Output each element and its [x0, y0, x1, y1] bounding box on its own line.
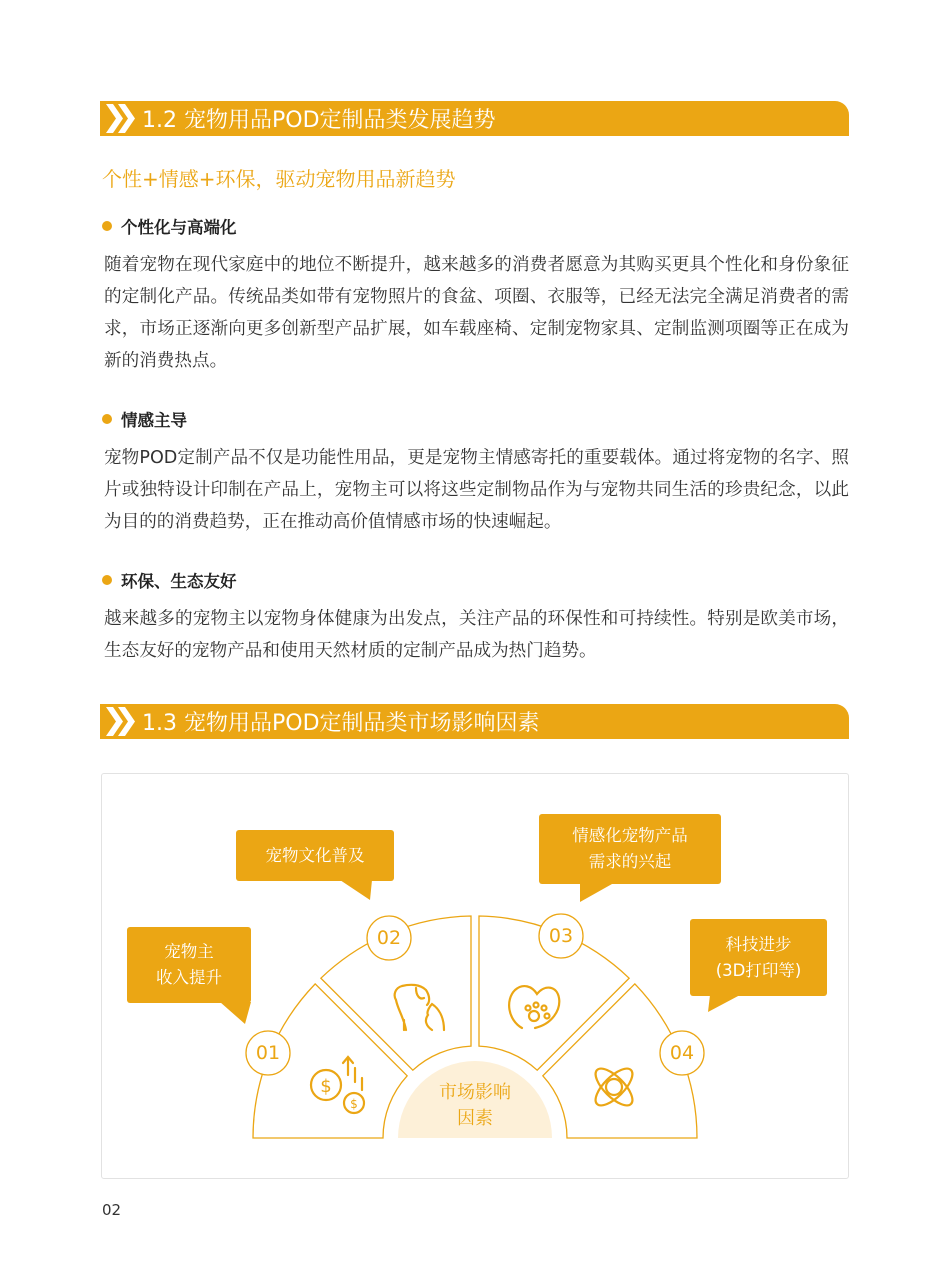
section-title: 1.2 宠物用品POD定制品类发展趋势 [142, 108, 496, 133]
factor-number: 04 [669, 1042, 695, 1064]
section-title: 1.3 宠物用品POD定制品类市场影响因素 [142, 711, 540, 736]
factor-callout-04: 科技进步 (3D打印等) [690, 919, 827, 996]
page-number: 02 [102, 1201, 122, 1219]
factor-callout-02: 宠物文化普及 [236, 830, 394, 881]
svg-text:$: $ [320, 1076, 332, 1097]
section-subtitle: 个性+情感+环保，驱动宠物用品新趋势 [102, 167, 456, 191]
factor-callout-01: 宠物主 收入提升 [127, 927, 251, 1003]
factor-number: 03 [548, 925, 574, 947]
factor-callout-03: 情感化宠物产品 需求的兴起 [539, 814, 721, 884]
bullet-heading: 个性化与高端化 [102, 214, 237, 238]
bullet-heading: 情感主导 [102, 407, 187, 431]
factor-number: 02 [376, 927, 402, 949]
svg-text:$: $ [350, 1097, 358, 1111]
factor-number: 01 [255, 1042, 281, 1064]
paragraph: 宠物POD定制产品不仅是功能性用品，更是宠物主情感寄托的重要载体。通过将宠物的名字、照片或独特设计印制在产品上，宠物主可以将这些定制物品作为与宠物共同生活的珍贵纪念，以此为目的的消费趋势，正在推动高价值情感市场的快速崛起。 [104, 448, 849, 532]
paragraph: 越来越多的宠物主以宠物身体健康为出发点，关注产品的环保性和可持续性。特别是欧美市场，生态友好的宠物产品和使用天然材质的定制产品成为热门趋势。 [104, 609, 849, 661]
paragraph: 随着宠物在现代家庭中的地位不断提升，越来越多的消费者愿意为其购买更具个性化和身份象征的定制化产品。传统品类如带有宠物照片的食盆、项圈、衣服等，已经无法完全满足消费者的需求，市场正逐渐向更多创新型产品扩展，如车载座椅、定制宠物家具、定制监测项圈等正在成为新的消费热点。 [104, 255, 849, 371]
bullet-heading: 环保、生态友好 [102, 568, 237, 592]
diagram-center-label: 市场影响 因素 [439, 1082, 511, 1129]
